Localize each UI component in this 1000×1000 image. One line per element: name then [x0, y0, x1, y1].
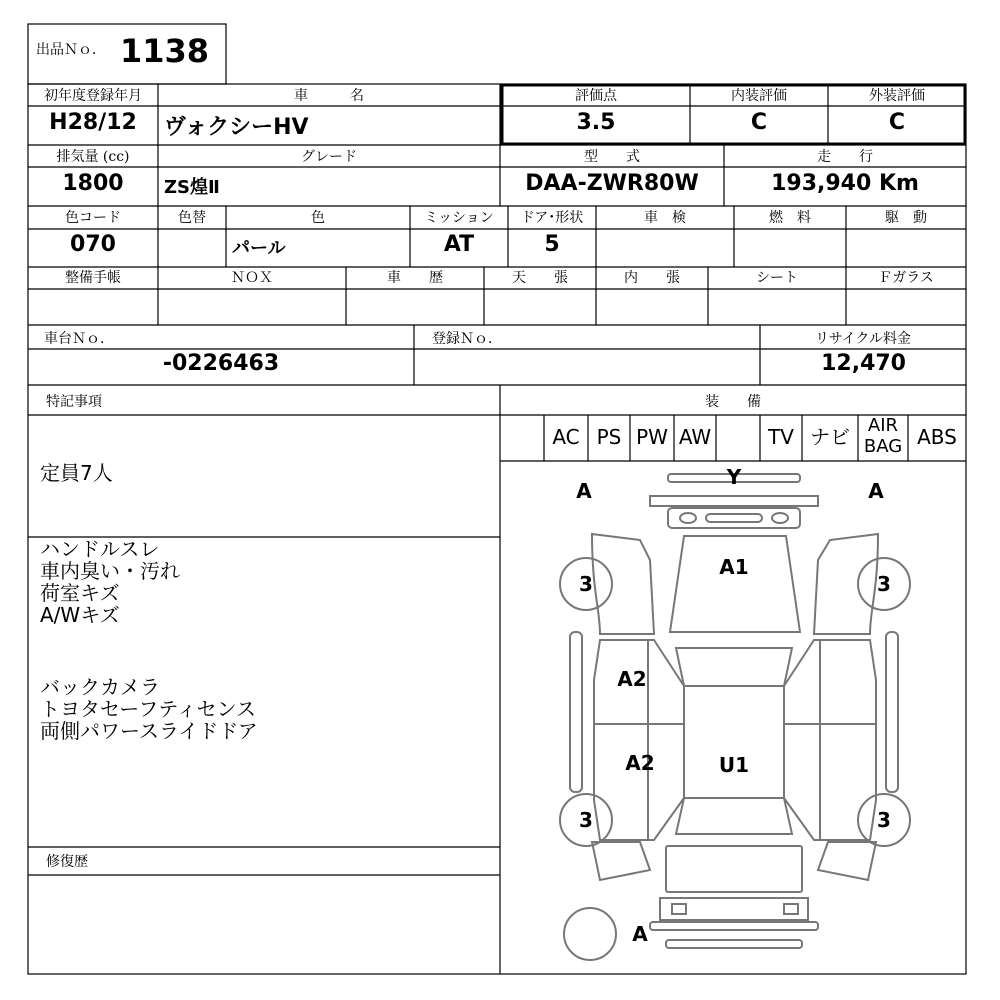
note-line: ハンドルスレ — [40, 537, 160, 561]
repair-history-label: 修復歴 — [46, 854, 88, 870]
registration-value: H28/12 — [49, 110, 137, 135]
exterior-value: C — [888, 110, 906, 135]
notes-equipment-list — [40, 676, 258, 742]
recycle-label: リサイクル料金 — [814, 331, 912, 347]
chassis-label: 車台Ｎｏ． — [44, 331, 114, 347]
mark-rear-door-left: A2 — [625, 751, 655, 775]
interior-trim-label: 内 張 — [624, 270, 680, 286]
note-line: 両側パワースライドドア — [40, 719, 258, 743]
displacement-label: 排気量 (cc) — [56, 149, 130, 165]
note-line: バックカメラ — [40, 675, 160, 699]
equip-tv: TV — [768, 425, 794, 449]
car-name-label: 車 名 — [294, 88, 364, 104]
notes-capacity: 定員7人 — [40, 461, 113, 485]
front-glass-label: Ｆガラス — [878, 270, 934, 286]
drive-label: 駆 動 — [885, 210, 927, 226]
score-value: 3.5 — [576, 110, 616, 135]
mileage-value: 193,940 Km — [771, 171, 919, 196]
mark-spare: A — [632, 922, 648, 946]
door-value: 5 — [544, 232, 560, 257]
registration-no-label: 登録Ｎｏ． — [432, 331, 502, 347]
equip-airbag: AIR BAG — [863, 415, 903, 457]
interior-value: C — [750, 110, 768, 135]
mark-front-left: A — [576, 479, 592, 503]
grade-label: グレード — [301, 149, 357, 165]
mark-front-right: A — [868, 479, 884, 503]
equip-ac: AC — [552, 425, 580, 449]
note-line: トヨタセーフティセンス — [40, 697, 256, 721]
nox-label: ＮＯＸ — [231, 270, 273, 286]
note-line: A/Wキズ — [40, 603, 120, 627]
notes-condition-list — [40, 538, 180, 626]
inspection-label: 車 検 — [644, 210, 686, 226]
equipment-label: 装 備 — [705, 394, 761, 410]
interior-label: 内装評価 — [731, 88, 787, 104]
car-damage-diagram — [500, 461, 966, 974]
note-line: 荷室キズ — [40, 581, 120, 605]
equip-aw: AW — [678, 425, 712, 449]
mileage-label: 走 行 — [817, 149, 873, 165]
color-value: パール — [232, 238, 286, 259]
mark-front-center: Y — [726, 465, 742, 489]
model-label: 型 式 — [584, 149, 640, 165]
recycle-value: 12,470 — [821, 351, 906, 376]
color-code-label: 色コード — [65, 210, 121, 226]
fuel-label: 燃 料 — [769, 210, 811, 226]
chassis-value: -0226463 — [162, 351, 280, 376]
door-label: ドア･形状 — [520, 210, 584, 226]
note-line: 車内臭い・汚れ — [40, 559, 180, 583]
exterior-label: 外装評価 — [869, 88, 925, 104]
maintenance-book-label: 整備手帳 — [65, 270, 121, 286]
color-code-value: 070 — [70, 232, 116, 257]
grade-value: ZS煌Ⅱ — [164, 177, 220, 198]
seat-label: シート — [756, 270, 798, 286]
equip-navi: ナビ — [810, 425, 850, 449]
car-name-value: ヴォクシーHV — [164, 115, 309, 140]
registration-label: 初年度登録年月 — [44, 88, 142, 104]
history-label: 車 歴 — [387, 270, 443, 286]
mark-roof: U1 — [718, 753, 750, 777]
lot-label: 出品Ｎｏ． — [36, 42, 106, 58]
headliner-label: 天 張 — [512, 270, 568, 286]
mark-tire-front-right: 3 — [877, 572, 891, 596]
model-value: DAA-ZWR80W — [525, 171, 699, 196]
mission-label: ミッション — [424, 210, 494, 226]
displacement-value: 1800 — [62, 171, 124, 196]
mission-value: AT — [443, 232, 475, 257]
repaint-label: 色替 — [178, 210, 206, 226]
equip-pw: PW — [636, 425, 668, 449]
color-label: 色 — [311, 210, 325, 226]
score-label: 評価点 — [575, 88, 617, 104]
mark-hood: A1 — [719, 555, 749, 579]
mark-tire-rear-right: 3 — [877, 808, 891, 832]
equip-ps: PS — [596, 425, 622, 449]
notes-label: 特記事項 — [46, 394, 102, 410]
equip-abs: ABS — [917, 425, 957, 449]
mark-tire-front-left: 3 — [579, 572, 593, 596]
mark-tire-rear-left: 3 — [579, 808, 593, 832]
lot-number: 1138 — [120, 32, 210, 70]
mark-front-door-left: A2 — [617, 667, 647, 691]
